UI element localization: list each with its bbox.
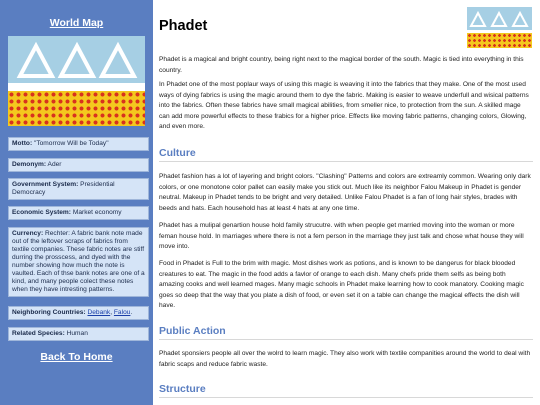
culture-paragraph-food: Food in Phadet is Full to the brim with magic. Most dishes work as potions, and is known to be dangerus for black blooded creatures to eat. The magic in the food adds a favlor of orange to each dish. Many chefs pride them selfs as being both amazing cooks and well learned mages. Many magic schools in Phadet make learning how to cook manatory. Cooking magic goes so deep that the way that you plate a dish of food, or even set it on a table can change the magical effects the dish will have. bbox=[159, 260, 524, 310]
intro-paragraph: Phadet is a magical and bright country, being right next to the magical border of the south. Magic is tied into everything in this country. bbox=[159, 56, 524, 74]
culture-paragraph-fashion: Phadet fashion has a lot of layering and bright colors. "Clashing" Patterns and colors are extreamly common. Wearing only dark colors, or one monotone color pallet can easily make you stick out. Much like its neighbor Falou Makeup in Phadet is gender neutral. Makeup in Phadet tends to be bright and very detailed. Unlike Falou Phadet is a fan of long hair styles, brades with beeds and hats. Each household has at least 4 hats at any one time. bbox=[159, 173, 531, 212]
infobox-economic: Economic System: Market economy bbox=[8, 206, 149, 220]
infobox-government: Government System: Presidential Democracy bbox=[8, 178, 149, 200]
neighbor-link-falou[interactable]: Falou bbox=[113, 309, 131, 316]
page-title: Phadet bbox=[159, 18, 208, 34]
sidebar bbox=[0, 0, 153, 405]
flag-triangles bbox=[8, 36, 145, 126]
back-to-home-link[interactable]: Back To Home bbox=[40, 351, 113, 363]
public-action-paragraph: Phadet sponsiers people all over the wolrd to learn magic. They also work with textile companities around the world to deal with fabric scaps and reduce fabric waste. bbox=[159, 350, 531, 368]
neighbor-link-debank[interactable]: Debank bbox=[87, 309, 111, 316]
infobox-related-species: Related Species: Human bbox=[8, 327, 149, 341]
section-heading-public-action: Public Action bbox=[159, 325, 533, 340]
section-heading-structure: Structure bbox=[159, 383, 533, 398]
section-heading-culture: Culture bbox=[159, 147, 533, 162]
infobox-motto: Motto: "Tomorrow Will be Today" bbox=[8, 137, 149, 151]
infobox-demonym: Demonym: Ader bbox=[8, 158, 149, 172]
infobox-neighboring: Neighboring Countries: Debank, Falou. bbox=[8, 306, 149, 320]
phadet-flag-image bbox=[8, 36, 145, 126]
magic-paragraph: In Phadet one of the most poplaur ways of using this magic is weaving it into the fabrics that they make. One of the most used ways of dying fabrics is using the magic around them to dye the fabric. Making is easier to weave underfull and wisical patterns into the fabrics. Often these fabrics have small magical abilities, from smeller nice, to protection from the sun. A skilled mage can add more powerful effects to these frabics for a higher price. Effects like moving fabric patterns, changing colors, Glowing, and even more. bbox=[159, 81, 529, 131]
culture-paragraph-family: Phadet has a mulipal genartion house hold family strucutre. with when people get married moving into the woman or more feman house hold. In marriages where there is not a fem person in the marriage they just talk and chose what house they will move into. bbox=[159, 222, 524, 251]
infobox-currency: Currency: Rechter: A fabric bank note made out of the leftover scraps of fabrics from textile companies. These fabric notes are stiff durring the prosscess, and dyed with the number showing how much the note is vaulted. Each of thse bank notes are one of a kind, and many people colect these notes when they have intresting patterns. bbox=[8, 227, 149, 297]
world-map-link[interactable]: World Map bbox=[49, 17, 104, 29]
phadet-flag-thumbnail bbox=[467, 7, 532, 48]
flag-triangles-small bbox=[467, 7, 532, 48]
